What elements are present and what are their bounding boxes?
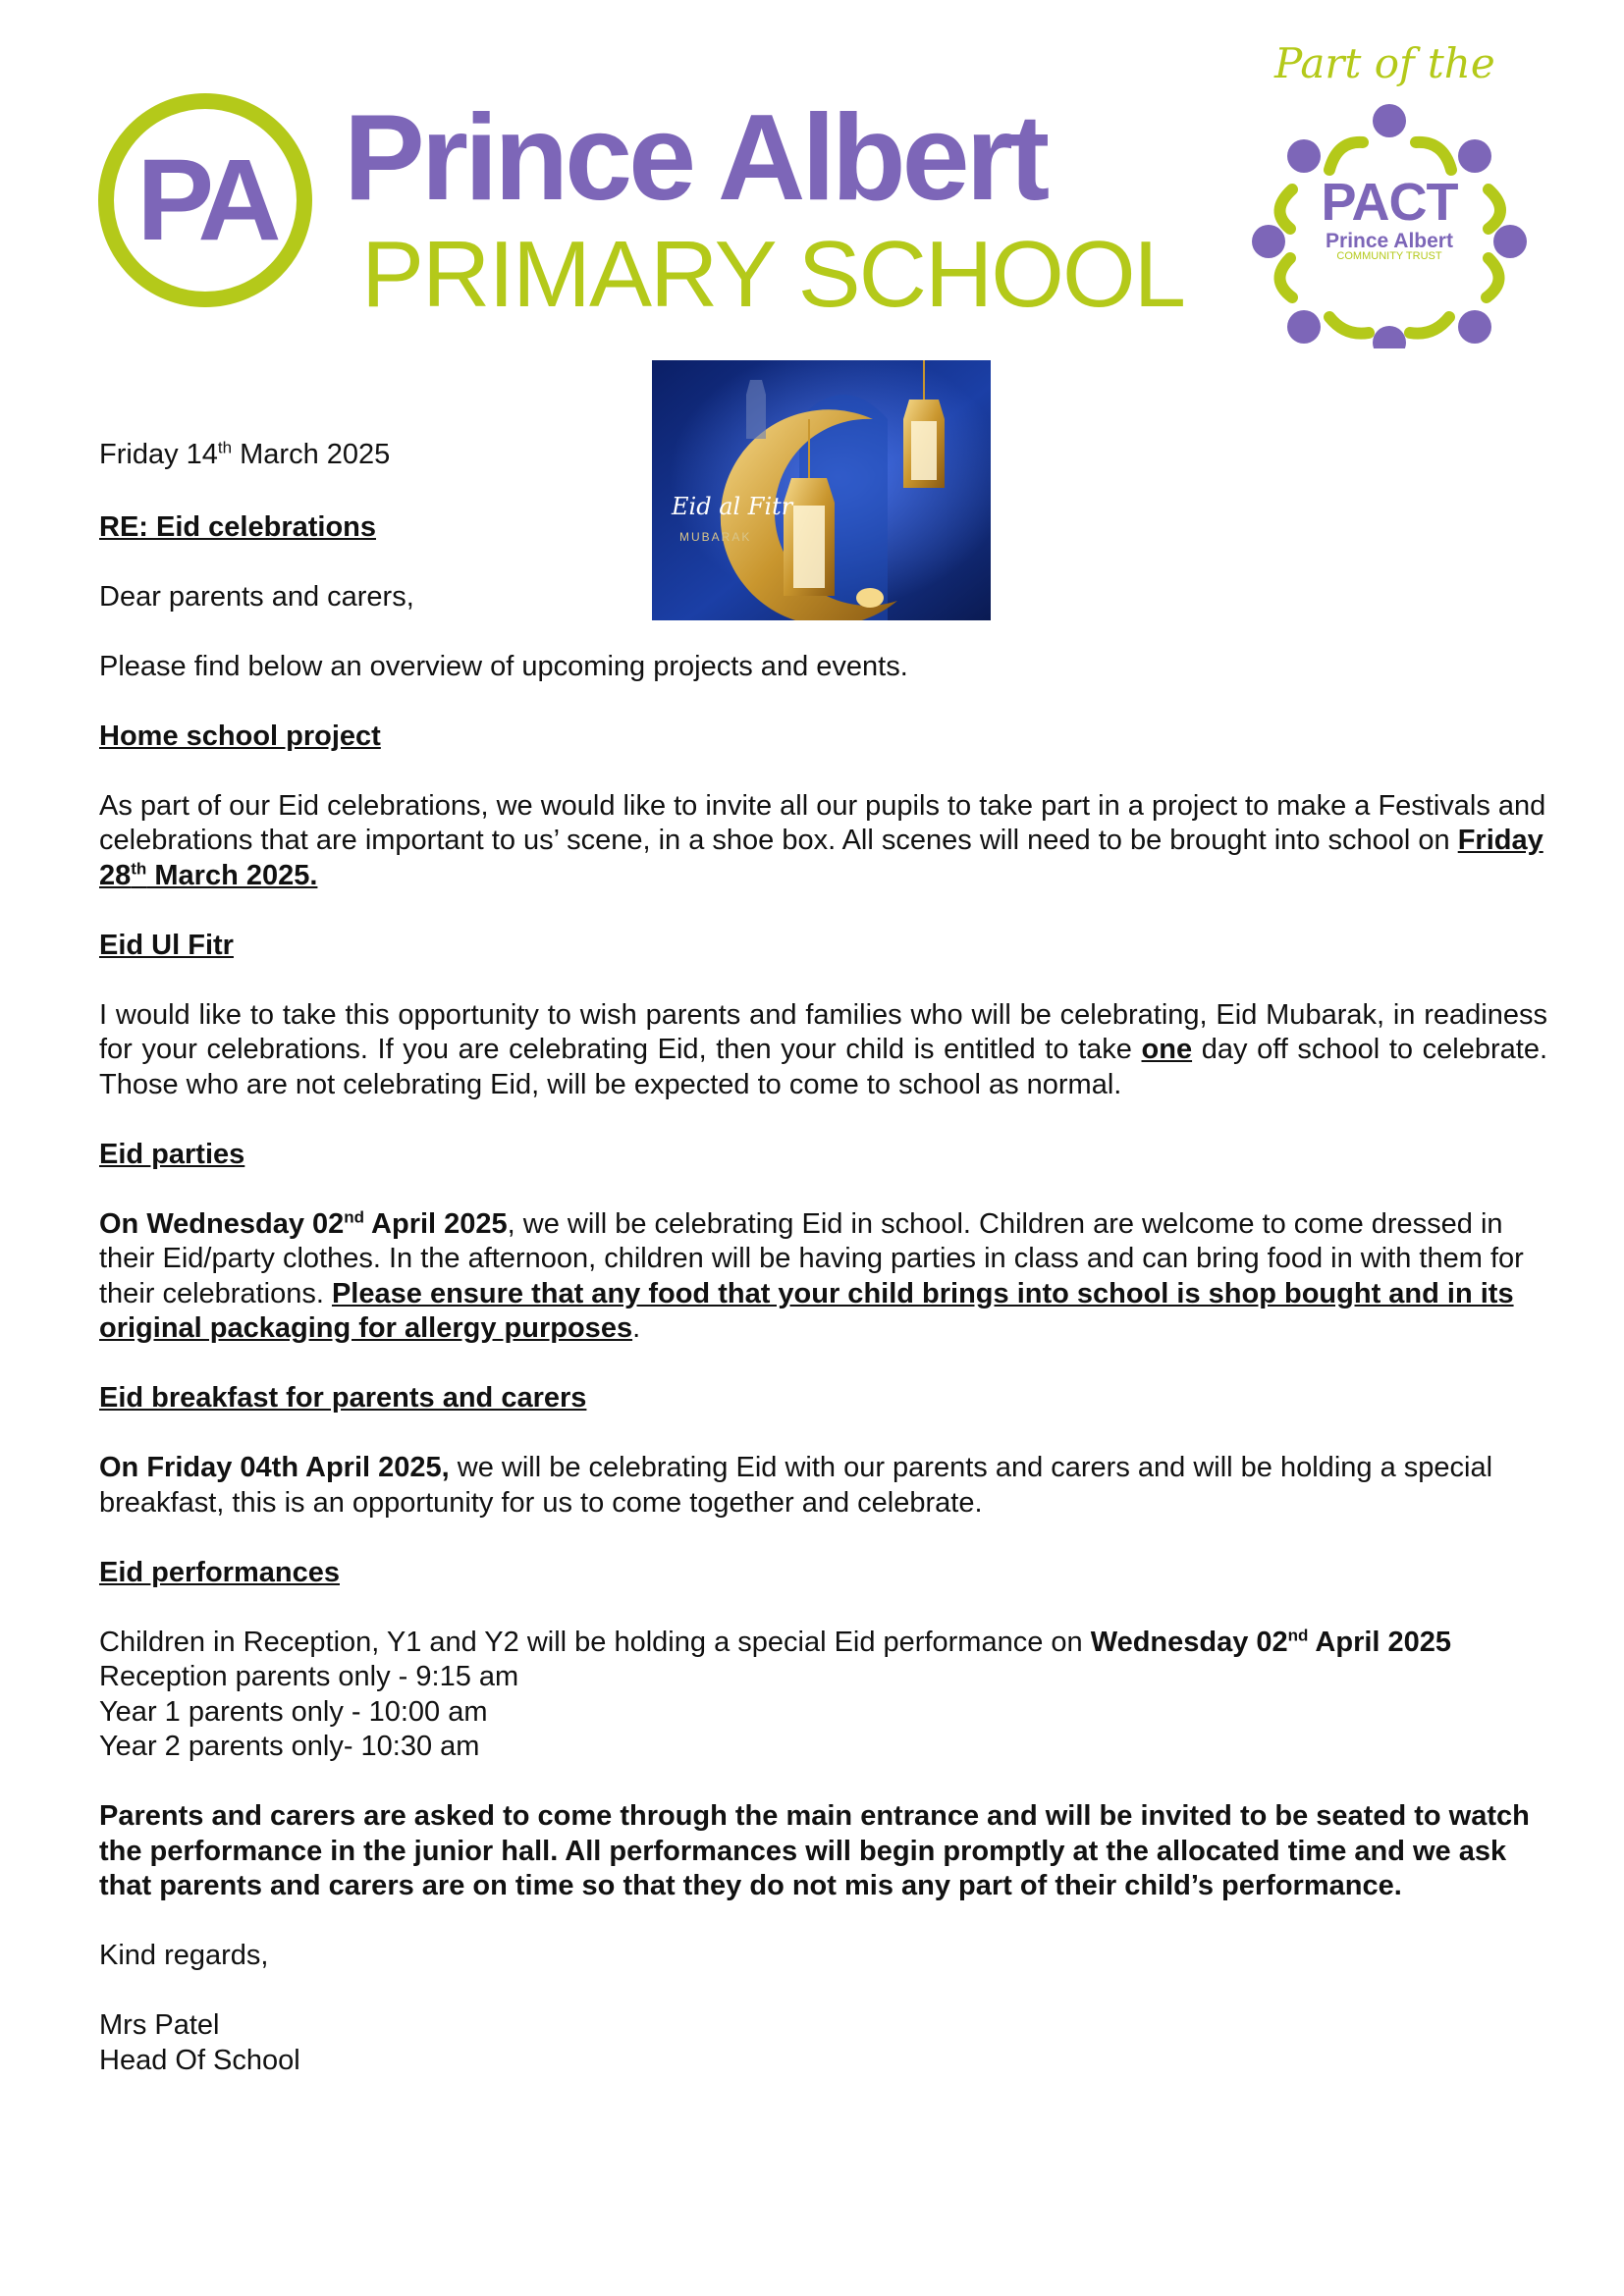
pact-title: PACT [1321,173,1458,232]
school-logo [98,88,1185,334]
performance-time: Year 2 parents only- 10:30 am [99,1731,480,1762]
logo-initials: PA [136,135,274,265]
home-project-text: As part of our Eid celebrations, we would like to invite all our pupils to take part in a project to make a Festivals and celebrations that are important to us’ scene, in a shoe box. All scenes will need to be brought into school on Friday 28th March 2025. [99,789,1546,891]
eid-breakfast-text: On Friday 04th April 2025, we will be celebrating Eid with our parents and carers and will be holding a special breakfast, this is an opportunity for us to come together and celebrate. [99,1452,1493,1519]
letter-body [99,438,1547,2113]
eid-parties-text: On Wednesday 02nd April 2025, we will be celebrating Eid in school. Children are welcome to come dressed in their Eid/party clothes. In the afternoon, children will be having parties in class and can bring food in with them for their celebrations. Please ensure that any food that your child brings into school is shop bought and in its original packaging for allergy purposes. [99,1206,1524,1344]
heading-eid-performances: Eid performances [99,1556,340,1588]
pact-trust: COMMUNITY TRUST [1336,250,1442,262]
performance-notice: Parents and carers are asked to come through the main entrance and will be invited to be seated to watch the performance in the junior hall. All performances will begin promptly at the allocated time and we ask that parents and carers are on time so that they do not mis any part of their child’s performance. [99,1800,1530,1901]
subject-line: RE: Eid celebrations [99,510,377,543]
signature-title: Head Of School [99,2044,300,2076]
greeting: Dear parents and carers, [99,580,414,613]
school-name: Prince Albert [344,90,1047,226]
heading-eid-ul-fitr: Eid Ul Fitr [99,929,234,961]
intro-text: Please find below an overview of upcoming projects and events. [99,650,908,682]
letter-date: Friday 14th March 2025 [99,438,391,470]
pact-name: Prince Albert [1326,230,1453,252]
heading-eid-breakfast: Eid breakfast for parents and carers [99,1382,587,1414]
eid-script-text: Eid al Fitr [672,493,793,520]
eid-ul-fitr-text: I would like to take this opportunity to wish parents and families who will be celebrating, Eid Mubarak, in readiness for your celebrations. If you are celebrating Eid, then your child is entitled to take one day off school to celebrate. Those who are not celebrating Eid, will be expected to come to school as normal. [99,998,1548,1100]
performance-time: Year 1 parents only - 10:00 am [99,1695,488,1728]
performances-text: Children in Reception, Y1 and Y2 will be holding a special Eid performance on Wednesday 02nd April 2025 Reception parents only - 9:15 am Year 1 parents only - 10:00 am Year 2 parents only- 10:30 am [99,1626,1547,1765]
performance-time: Reception parents only - 9:15 am [99,1661,519,1692]
signature-name: Mrs Patel [99,2009,220,2041]
eid-mubarak-text: MUBARAK [679,530,752,544]
pact-tagline: Part of the [1274,39,1495,87]
signature [99,2008,1547,2078]
school-subtitle: PRIMARY SCHOOL [361,222,1185,327]
heading-home-project: Home school project [99,720,381,752]
closing: Kind regards, [99,1940,269,1971]
heading-eid-parties: Eid parties [99,1138,245,1170]
pact-logo [1247,39,1532,353]
